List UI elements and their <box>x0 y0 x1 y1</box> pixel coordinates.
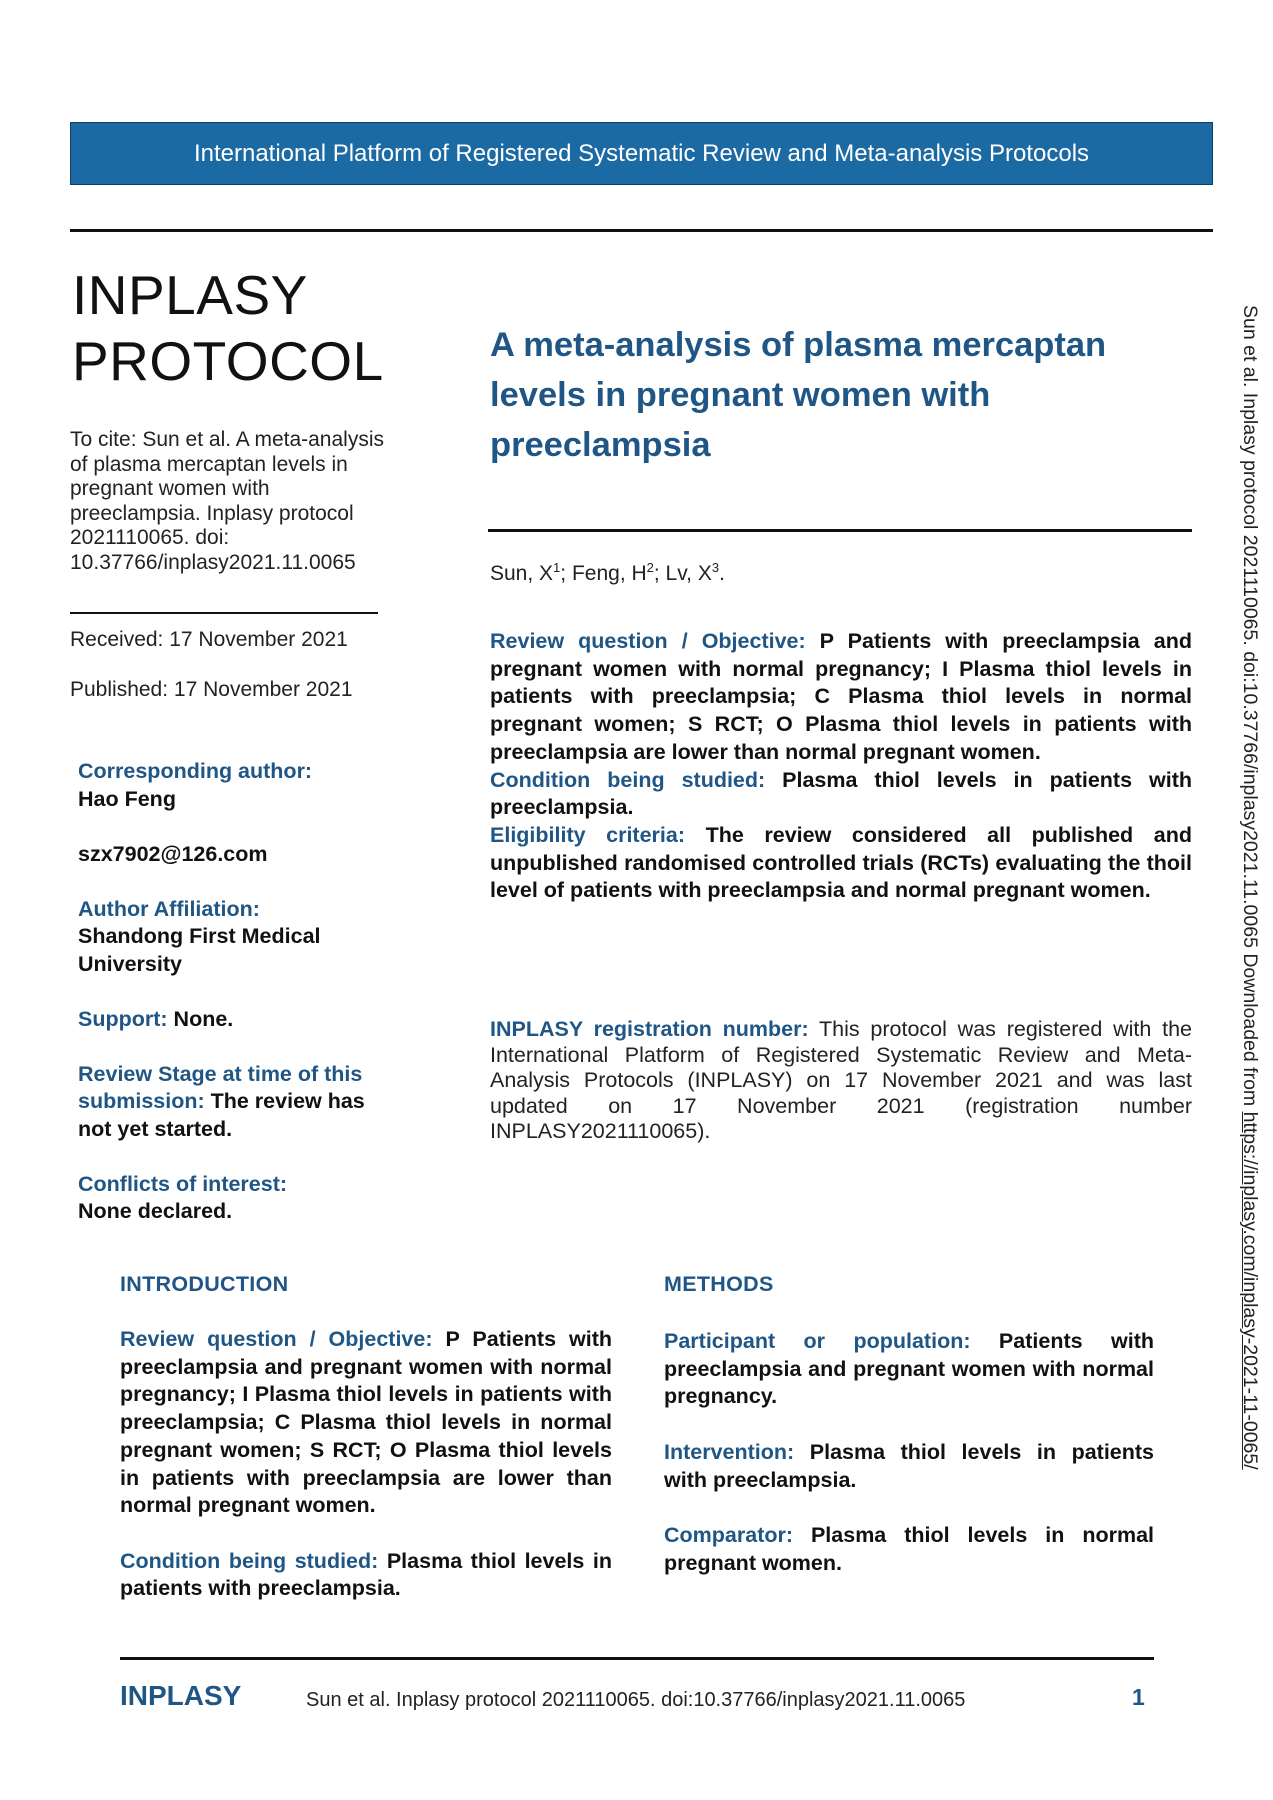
registration-label: INPLASY registration number: <box>490 1017 809 1041</box>
author-1-affil: 1 <box>553 560 561 575</box>
corresponding-label: Corresponding author: <box>78 759 313 783</box>
registration-text: This protocol was registered with the International Platform of Registered Systematic Review and Meta-Analysis Protocols (INPLASY) on 17 November 2021 and was last updated on 17 November 2021 (registration number INPLASY2021110065). <box>490 1017 1192 1143</box>
review-stage-label: Review Stage at time of this submission: <box>78 1061 363 1113</box>
abstract-condition-label: Condition being studied: <box>490 767 766 792</box>
introduction-heading: INTRODUCTION <box>120 1272 289 1296</box>
brand-line-2: PROTOCOL <box>72 330 384 392</box>
methods-intervention-text: Plasma thiol levels in patients with preeclampsia. <box>664 1439 1154 1492</box>
author-list <box>490 560 725 586</box>
methods-column <box>664 1328 1154 1605</box>
intro-condition-text: Plasma thiol levels in patients with preeclampsia. <box>120 1548 613 1601</box>
abstract-rq-text: P Patients with preeclampsia and pregnant women with normal pregnancy; I Plasma thiol levels in patients with preeclampsia; C Plasma thiol levels in normal pregnant women; S RCT; O Plasma thiol levels in patients with preeclampsia are lower than normal pregnant women. <box>490 629 1192 764</box>
author-3-affil: 3 <box>711 560 720 575</box>
download-link[interactable]: https://inplasy.com/inplasy-2021-11-0065/ <box>1239 1111 1261 1470</box>
affiliation-label: Author Affiliation: <box>78 896 260 921</box>
footer-citation: Sun et al. Inplasy protocol 2021110065. doi:10.37766/inplasy2021.11.0065 <box>306 1689 966 1711</box>
published-date: Published: 17 November 2021 <box>70 678 353 701</box>
registration <box>490 1017 1192 1145</box>
left-rule <box>70 612 378 614</box>
banner: International Platform of Registered Systematic Review and Meta-analysis Protocols <box>70 122 1213 185</box>
methods-heading: METHODS <box>664 1272 774 1296</box>
side-text: Sun et al. Inplasy protocol 2021110065. doi:10.37766/inplasy2021.11.0065 Downloaded from <box>1239 305 1261 1112</box>
abstract-rq-label: Review question / Objective: <box>490 629 806 653</box>
footer-brand: INPLASY <box>120 1680 242 1711</box>
top-rule <box>70 229 1213 232</box>
methods-comparator-text: Plasma thiol levels in normal pregnant women. <box>664 1522 1154 1575</box>
author-meta <box>78 758 398 1253</box>
abstract <box>490 628 1192 905</box>
methods-intervention-label: Intervention: <box>664 1439 795 1464</box>
intro-condition-label: Condition being studied: <box>120 1548 379 1573</box>
author-2-affil: 2 <box>646 560 654 575</box>
author-list-end: . <box>719 562 725 585</box>
paper-title: A meta-analysis of plasma mercaptan levels in pregnant women with preeclampsia <box>490 326 1107 464</box>
intro-rq-label: Review question / Objective: <box>120 1327 433 1351</box>
methods-participant-text: Patients with preeclampsia and pregnant women with normal pregnancy. <box>664 1329 1154 1409</box>
abstract-eligibility-label: Eligibility criteria: <box>490 822 686 847</box>
author-2: ; Feng, H <box>560 562 647 585</box>
brand-line-1: INPLASY <box>72 264 308 326</box>
introduction-column <box>120 1326 612 1631</box>
page-number: 1 <box>1132 1684 1145 1710</box>
support-label: Support: <box>78 1006 168 1031</box>
abstract-condition-text: Plasma thiol levels in patients with preeclampsia. <box>490 767 1192 820</box>
conflicts-value: None declared. <box>78 1199 233 1223</box>
brand-title <box>72 262 384 394</box>
footer-rule <box>120 1657 1154 1660</box>
author-1: Sun, X <box>490 562 554 585</box>
conflicts-label: Conflicts of interest: <box>78 1171 288 1196</box>
title-rule <box>488 529 1192 532</box>
citation: To cite: Sun et al. A meta-analysis of plasma mercaptan levels in pregnant women with preeclampsia. Inplasy protocol 2021110065. doi: 10.37766/inplasy2021.11.0065 <box>70 428 384 574</box>
methods-participant-label: Participant or population: <box>664 1329 971 1353</box>
methods-comparator-label: Comparator: <box>664 1522 794 1547</box>
review-stage-value: The review has not yet started. <box>78 1089 365 1141</box>
support-value: None. <box>167 1006 234 1031</box>
corresponding-name: Hao Feng <box>78 786 176 811</box>
side-watermark <box>1238 305 1261 1635</box>
author-3: ; Lv, X <box>653 562 712 585</box>
received-date: Received: 17 November 2021 <box>70 628 348 651</box>
affiliation: Shandong First Medical University <box>78 924 321 976</box>
author-email[interactable]: szx7902@126.com <box>78 841 268 866</box>
intro-rq-text: P Patients with preeclampsia and pregnant women with normal pregnancy; I Plasma thiol levels in patients with preeclampsia; C Plasma thiol levels in normal pregnant women; S RCT; O Plasma thiol levels in patients with preeclampsia are lower than normal pregnant women. <box>120 1327 612 1518</box>
abstract-eligibility-text: The review considered all published and unpublished randomised controlled trials (RCTs) evaluating the thoil level of patients with preeclampsia and normal pregnant women. <box>490 822 1192 903</box>
